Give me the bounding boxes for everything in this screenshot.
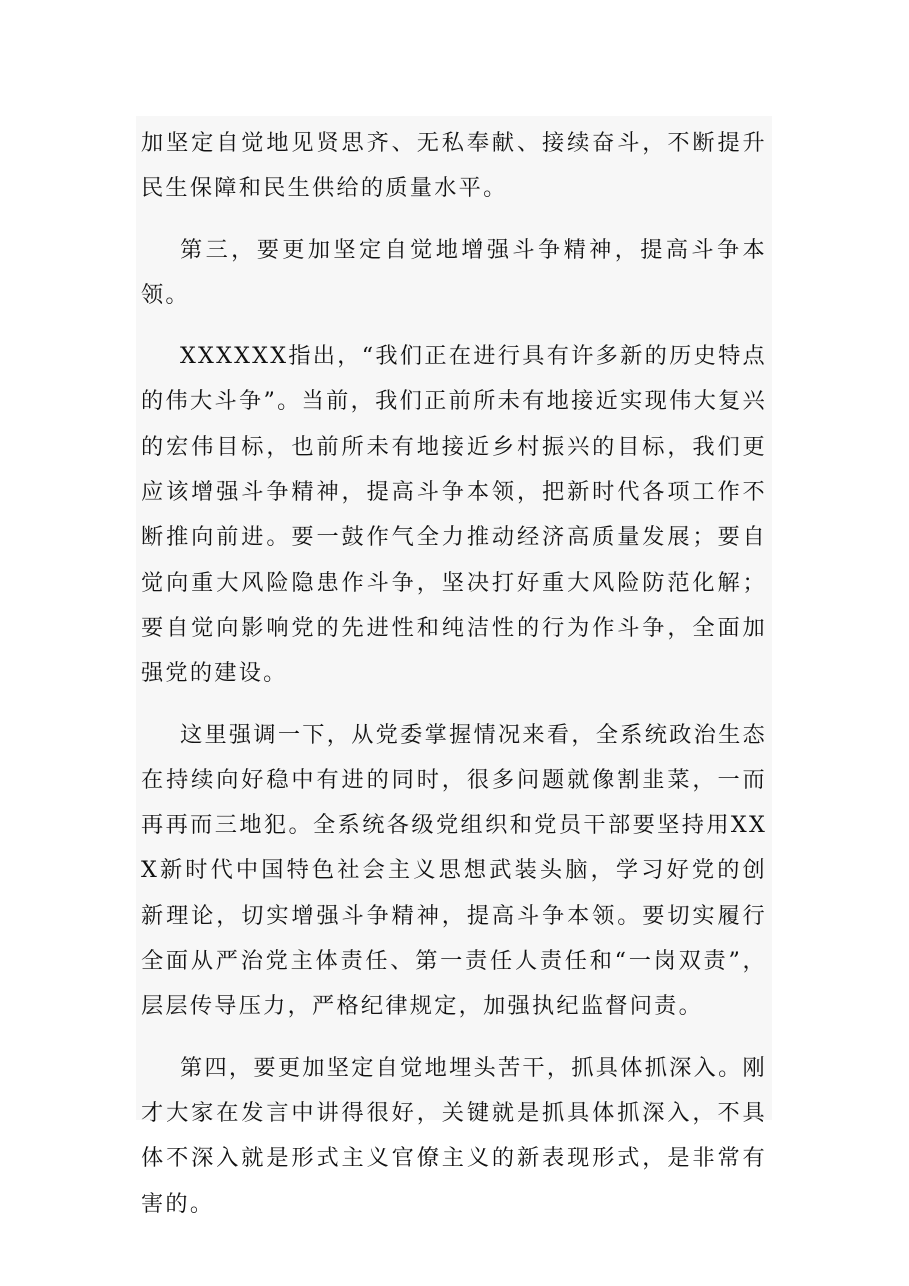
paragraph-emphasis: 这里强调一下，从党委掌握情况来看，全系统政治生态在持续向好稳中有进的同时，很多问题就像割韭菜，一而再再而三地犯。全系统各级党组织和党员干部要坚持用XXX新时代中国特色社会主义思想武装头脑，学习好党的创新理论，切实增强斗争精神，提高斗争本领。要切实履行全面从严治党主体责任、第一责任人责任和“一岗双责”，层层传导压力，严格纪律规定，加强执纪监督问责。 (141, 721, 767, 1020)
paragraph-gap (141, 1030, 767, 1046)
paragraph-gap (141, 697, 767, 713)
document-body (141, 121, 767, 1227)
paragraph-gap (141, 318, 767, 334)
paragraph-section-four: 第四，要更加坚定自觉地埋头苦干，抓具体抓深入。刚才大家在发言中讲得很好，关键就是抓具体抓深入，不具体不深入就是形式主义官僚主义的新表现形式，是非常有害的。 (141, 1054, 767, 1217)
paragraph-struggle: XXXXXX指出，“我们正在进行具有许多新的历史特点的伟大斗争”。当前，我们正前所未有地接近实现伟大复兴的宏伟目标，也前所未有地接近乡村振兴的目标，我们更应该增强斗争精神，提高斗争本领，把新时代各项工作不断推向前进。要一鼓作气全力推动经济高质量发展；要自觉向重大风险隐患作斗争，坚决打好重大风险防范化解；要自觉向影响党的先进性和纯洁性的行为作斗争，全面加强党的建设。 (141, 343, 767, 687)
paragraph-gap (141, 212, 767, 228)
paragraph-continuation: 加坚定自觉地见贤思齐、无私奉献、接续奋斗，不断提升民生保障和民生供给的质量水平。 (141, 130, 767, 202)
paragraph-section-three-heading: 第三，要更加坚定自觉地增强斗争精神，提高斗争本领。 (141, 236, 767, 308)
